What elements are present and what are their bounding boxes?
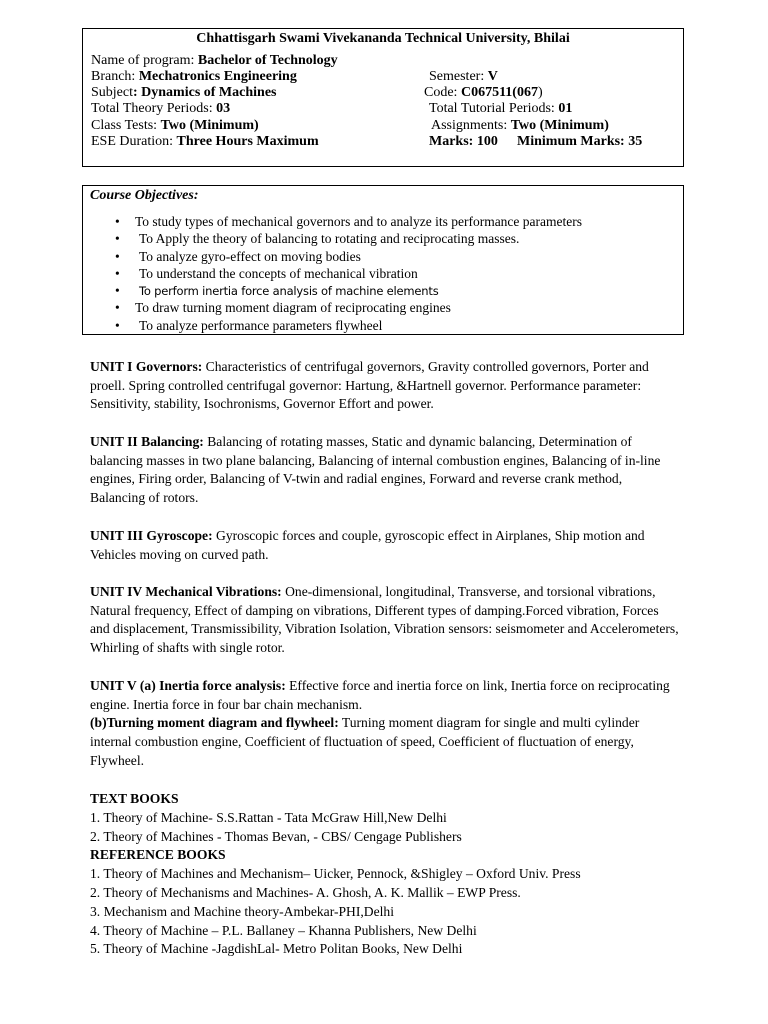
unit-3-title: UNIT III Gyroscope: xyxy=(90,528,213,543)
course-objectives-box: Course Objectives: • To study types of mechanical governors and to analyze its performance parameters • To Apply the theory of balancing to rotating and reciprocating masses. • To analyze gyro-effect on moving bodies • To understand the concepts of mechanical vibration • To perform inertia force analysis of machine elements • To draw turning moment diagram of reciprocating engines • To analyze performance parameters flywheel xyxy=(82,185,684,335)
bullet-icon: • xyxy=(115,300,120,316)
course-info-box xyxy=(82,28,684,167)
bullet-icon: • xyxy=(115,214,120,229)
unit-2-paragraph xyxy=(90,433,680,508)
bullet-icon: • xyxy=(115,265,120,281)
unit-3-text: Gyroscopic forces and couple, gyroscopic effect in Airplanes, Ship motion and Vehicles moving on curved path. xyxy=(90,528,645,562)
reference-book-item: 4. Theory of Machine – P.L. Ballaney – Khanna Publishers, New Delhi xyxy=(90,922,477,938)
theory-value: 03 xyxy=(216,101,231,116)
subject-label: Subject xyxy=(91,85,133,100)
unit-1-paragraph xyxy=(90,358,680,414)
marks-value: Marks: 100 xyxy=(429,134,498,149)
semester-value: V xyxy=(487,69,498,84)
code-suffix: ) xyxy=(537,85,543,100)
unit-2-title: UNIT II Balancing: xyxy=(90,434,204,449)
unit-4-title: UNIT IV Mechanical Vibrations: xyxy=(90,584,282,599)
unit-4-text: One-dimensional, longitudinal, Transverse, and torsional vibrations, Natural frequency, Effect of damping on vibrations, Different types of damping.Forced vibration, Forces and displacement, Transmissibility, Vibration Isolation, Vibration sensors: seismometer and Accelerometers, Whirling of shafts with single rotor. xyxy=(90,584,679,656)
text-books-heading: TEXT BOOKS xyxy=(90,791,179,806)
branch-value: Mechatronics Engineering xyxy=(138,69,297,84)
semester-line xyxy=(429,69,498,85)
unit-5b-title: (b)Turning moment diagram and flywheel: xyxy=(90,715,339,731)
code-line xyxy=(424,85,543,101)
class-tests-line xyxy=(91,118,259,134)
bullet-icon: • xyxy=(115,248,120,264)
subject-value: : Dynamics of Machines xyxy=(133,85,277,100)
unit-5-paragraph xyxy=(90,677,680,771)
program-label: Name of program: xyxy=(91,53,198,68)
reference-book-item: 5. Theory of Machine -JagdishLal- Metro Politan Books, New Delhi xyxy=(90,941,463,957)
reference-book-item: 1. Theory of Machines and Mechanism– Uicker, Pennock, &Shigley – Oxford Univ. Press xyxy=(90,866,581,882)
semester-label: Semester: xyxy=(429,69,488,84)
tutorial-label: Total Tutorial Periods: xyxy=(429,101,559,116)
reference-books-heading: REFERENCE BOOKS xyxy=(90,847,226,863)
books-section xyxy=(90,790,690,959)
unit-1-title: UNIT I Governors: xyxy=(90,359,203,374)
code-label: Code: xyxy=(424,85,461,100)
branch-label: Branch: xyxy=(91,69,139,84)
university-title: Chhattisgarh Swami Vivekananda Technical University, Bhilai xyxy=(196,31,570,46)
bullet-icon: • xyxy=(115,283,120,299)
theory-periods-line xyxy=(91,101,230,117)
tutorial-periods-line xyxy=(429,101,572,117)
program-line xyxy=(91,53,338,69)
ese-value: Three Hours Maximum xyxy=(176,134,319,149)
unit-3-paragraph xyxy=(90,527,680,564)
unit-2-text: Balancing of rotating masses, Static and dynamic balancing, Determination of balancing masses in two plane balancing, Balancing of internal combustion engines, Balancing of in-line engines, Firing order, Balancing of V-twin and radial engines, Forward and reverse crank method, Balancing of rotors. xyxy=(90,434,661,506)
unit-5a-title: UNIT V (a) Inertia force analysis: xyxy=(90,678,286,693)
program-value: Bachelor of Technology xyxy=(197,53,338,68)
ese-line xyxy=(91,134,319,150)
reference-book-item: 3. Mechanism and Machine theory-Ambekar-PHI,Delhi xyxy=(90,903,394,919)
unit-4-paragraph xyxy=(90,583,680,658)
objectives-heading: Course Objectives: xyxy=(90,188,199,203)
code-value: C067511(067 xyxy=(460,85,538,100)
bullet-icon: • xyxy=(115,231,120,247)
unit-5b-text: Turning moment diagram for single and multi cylinder internal combustion engine, Coefficient of fluctuation of speed, Coefficient of fluctuation of energy, Flywheel. xyxy=(90,715,640,768)
assignments-label: Assignments: xyxy=(431,118,511,133)
assignments-line xyxy=(431,118,609,134)
reference-book-item: 2. Theory of Mechanisms and Machines- A. Ghosh, A. K. Mallik – EWP Press. xyxy=(90,884,521,900)
assignments-value: Two (Minimum) xyxy=(510,118,609,133)
class-tests-label: Class Tests: xyxy=(91,118,161,133)
branch-line xyxy=(91,69,297,85)
unit-1-text: Characteristics of centrifugal governors, Gravity controlled governors, Porter and proell. Spring controlled centrifugal governor: Hartung, &Hartnell governor. Performance parameter: Sensitivity, stability, Isochronisms, Governor Effort and power. xyxy=(90,359,649,412)
text-book-item: 2. Theory of Machines - Thomas Bevan, - CBS/ Cengage Publishers xyxy=(90,828,462,844)
text-book-item: 1. Theory of Machine- S.S.Rattan - Tata McGraw Hill,New Delhi xyxy=(90,809,447,825)
ese-label: ESE Duration: xyxy=(91,134,177,149)
class-tests-value: Two (Minimum) xyxy=(160,118,259,133)
subject-line xyxy=(91,85,277,101)
unit-5a-text: Effective force and inertia force on link, Inertia force on reciprocating engine. Inertia force in four bar chain mechanism. xyxy=(90,678,670,712)
bullet-icon: • xyxy=(115,317,120,333)
tutorial-value: 01 xyxy=(558,101,573,116)
theory-label: Total Theory Periods: xyxy=(91,101,217,116)
min-marks-value: Minimum Marks: 35 xyxy=(517,134,643,149)
